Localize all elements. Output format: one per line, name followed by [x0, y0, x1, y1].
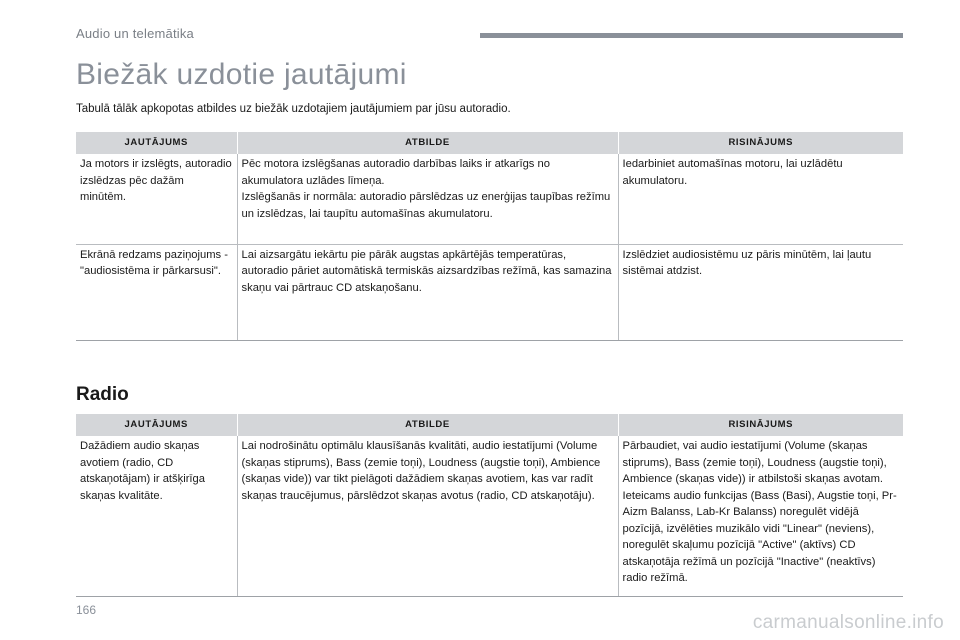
solution-cell: Pārbaudiet, vai audio iestatījumi (Volume (skaņas stiprums), Bass (zemie toņi), Loudness (augstie toņi), Ambience (skaņas vide)) ir atbilstoši skaņas avotam. Ieteicams audio funkcijas (Bass (Basi), Augstie toņi, Pr-Aizm Balanss, Lab-Kr Balanss) noregulēt vidējā pozīcijā, izvēlēties muzikālo vidi "Linear" (neviens), noregulēt skaļumu pozīcijā "Active" (aktīvs) CD atskaņotāja režīmā un pozīcijā "Inactive" (neaktīvs) radio režīmā. [618, 436, 903, 596]
answer-cell: Lai aizsargātu iekārtu pie pārāk augstas apkārtējās temperatūras, autoradio pāriet automātiskā termiskās aizsardzības režīmā, kas samazina skaņu vai pārtrauc CD atskaņošanu. [237, 244, 618, 340]
table-header-row [76, 414, 903, 436]
page-number: 166 [76, 603, 97, 617]
question-cell: Ekrānā redzams paziņojums - "audiosistēma ir pārkarsusi". [76, 244, 237, 340]
column-header-solution: RISINĀJUMS [618, 132, 903, 154]
column-header-solution: RISINĀJUMS [618, 414, 903, 436]
answer-cell: Pēc motora izslēgšanas autoradio darbības laiks ir atkarīgs no akumulatora uzlādes līmeņa. Izslēgšanās ir normāla: autoradio pārslēdzas uz enerģijas taupības režīmu un izslēdzas, lai taupītu automašīnas akumulatoru. [237, 154, 618, 244]
answer-cell: Lai nodrošinātu optimālu klausīšanās kvalitāti, audio iestatījumi (Volume (skaņas stiprums), Bass (zemie toņi), Loudness (augstie toņi), Ambience (skaņas vide)) var tikt pielāgoti dažādiem skaņas avotiem, kas var radīt skaņas traucējumus, pārslēdzot skaņas avotus (radio, CD atskaņotāju). [237, 436, 618, 596]
column-header-answer: ATBILDE [237, 132, 618, 154]
table-row [76, 436, 903, 596]
table-header-row [76, 132, 903, 154]
column-header-question: JAUTĀJUMS [76, 414, 237, 436]
header-section-title: Audio un telemātika [76, 26, 194, 41]
page-title: Biežāk uzdotie jautājumi [76, 58, 407, 91]
solution-cell: Izslēdziet audiosistēmu uz pāris minūtēm, lai ļautu sistēmai atdzist. [618, 244, 903, 340]
column-header-answer: ATBILDE [237, 414, 618, 436]
watermark: carmanualsonline.info [752, 612, 944, 633]
question-cell: Dažādiem audio skaņas avotiem (radio, CD atskaņotājam) ir atšķirīga skaņas kvalitāte. [76, 436, 237, 596]
question-cell: Ja motors ir izslēgts, autoradio izslēdzas pēc dažām minūtēm. [76, 154, 237, 244]
solution-cell: Iedarbiniet automašīnas motoru, lai uzlādētu akumulatoru. [618, 154, 903, 244]
header-divider-bar [480, 33, 903, 38]
faq-table-radio [76, 414, 903, 597]
column-header-question: JAUTĀJUMS [76, 132, 237, 154]
section-title-radio: Radio [76, 384, 129, 405]
table-row [76, 244, 903, 340]
faq-table-general [76, 132, 903, 341]
table-row [76, 154, 903, 244]
intro-text: Tabulā tālāk apkopotas atbildes uz biežāk uzdotajiem jautājumiem par jūsu autoradio. [76, 103, 511, 115]
